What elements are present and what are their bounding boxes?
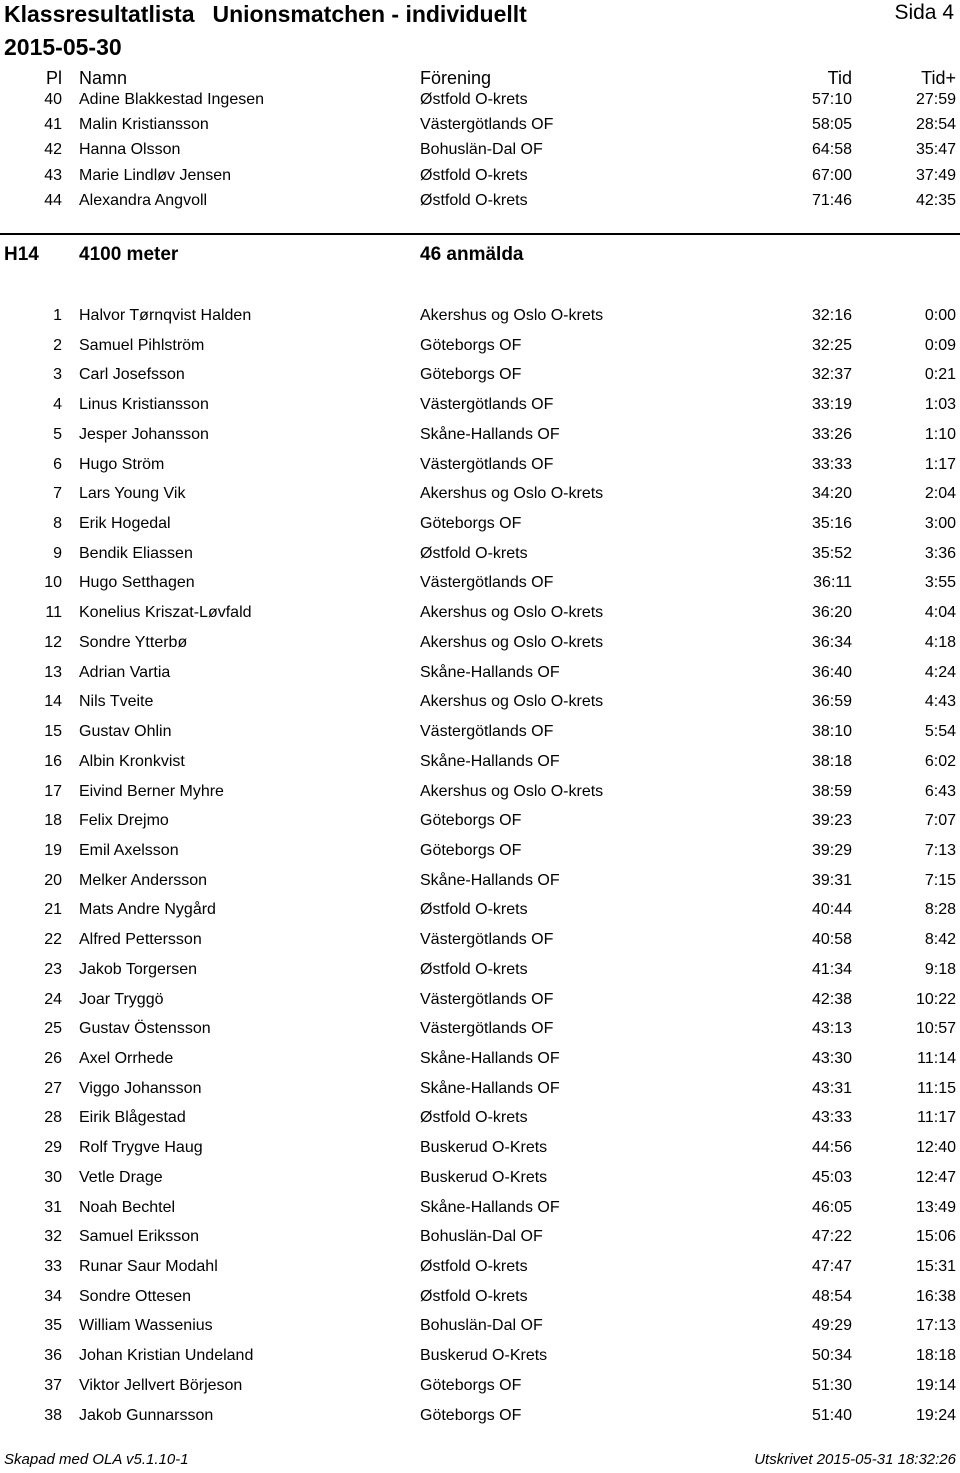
finish-time: 38:10 xyxy=(811,723,852,741)
result-row xyxy=(0,396,960,421)
time-behind: 7:13 xyxy=(924,841,956,859)
finish-time: 57:10 xyxy=(811,91,852,108)
result-row xyxy=(0,485,960,510)
runner-name: Alfred Pettersson xyxy=(79,931,202,949)
club-name: Østfold O-krets xyxy=(420,544,528,562)
club-name: Göteborgs OF xyxy=(420,515,522,533)
finish-time: 32:16 xyxy=(811,307,852,324)
placement: 31 xyxy=(44,1198,62,1216)
runner-name: Bendik Eliassen xyxy=(79,544,193,562)
runner-name: Johan Kristian Undeland xyxy=(79,1347,254,1365)
runner-name: Vetle Drage xyxy=(79,1168,163,1186)
finish-time: 43:33 xyxy=(811,1109,852,1127)
result-row xyxy=(0,842,960,867)
finish-time: 33:19 xyxy=(811,396,852,414)
result-row xyxy=(0,192,960,217)
placement: 12 xyxy=(44,633,62,651)
result-row xyxy=(0,167,960,192)
club-name: Østfold O-krets xyxy=(420,166,528,184)
finish-time: 36:34 xyxy=(811,633,852,651)
runner-name: Eirik Blågestad xyxy=(79,1109,186,1127)
document-title: Klassresultatlista xyxy=(4,1,195,27)
club-name: Akershus og Oslo O-krets xyxy=(420,693,604,711)
club-name: Buskerud O-Krets xyxy=(420,1139,548,1157)
club-name: Västergötlands OF xyxy=(420,931,554,949)
finish-time: 35:16 xyxy=(811,515,852,533)
club-name: Buskerud O-Krets xyxy=(420,1168,548,1186)
finish-time: 71:46 xyxy=(811,191,852,209)
result-row xyxy=(0,141,960,166)
finish-time: 48:54 xyxy=(811,1287,852,1305)
runner-name: Jesper Johansson xyxy=(79,425,209,443)
time-behind: 12:47 xyxy=(915,1168,956,1186)
class-entries: 46 anmälda xyxy=(420,244,524,265)
time-behind: 1:10 xyxy=(924,425,956,443)
column-header-club: Förening xyxy=(420,68,492,88)
club-name: Västergötlands OF xyxy=(420,990,554,1008)
placement: 24 xyxy=(44,990,62,1008)
finish-time: 43:31 xyxy=(811,1079,852,1097)
time-behind: 0:00 xyxy=(924,307,956,324)
runner-name: Eivind Berner Myhre xyxy=(79,782,224,800)
placement: 8 xyxy=(53,515,62,533)
time-behind: 9:18 xyxy=(924,960,956,978)
result-row xyxy=(0,634,960,659)
result-row xyxy=(0,545,960,570)
time-behind: 6:43 xyxy=(924,782,956,800)
runner-name: Hugo Setthagen xyxy=(79,574,195,592)
runner-name: Mats Andre Nygård xyxy=(79,901,216,919)
runner-name: Samuel Eriksson xyxy=(79,1228,200,1246)
time-behind: 17:13 xyxy=(915,1317,956,1335)
placement: 5 xyxy=(53,425,62,443)
runner-name: Erik Hogedal xyxy=(79,515,171,533)
placement: 23 xyxy=(44,960,62,978)
time-behind: 0:09 xyxy=(924,336,956,354)
finish-time: 36:40 xyxy=(811,663,852,681)
time-behind: 15:31 xyxy=(915,1258,956,1276)
club-name: Østfold O-krets xyxy=(420,1287,528,1305)
event-name: Unionsmatchen - individuellt xyxy=(212,1,527,27)
result-row xyxy=(0,1347,960,1372)
runner-name: Adrian Vartia xyxy=(79,663,171,681)
time-behind: 1:17 xyxy=(924,455,956,473)
time-behind: 8:28 xyxy=(924,901,956,919)
result-row xyxy=(0,1139,960,1164)
placement: 28 xyxy=(44,1109,62,1127)
result-row xyxy=(0,783,960,808)
runner-name: Sondre Ottesen xyxy=(79,1287,192,1305)
time-behind: 11:17 xyxy=(917,1109,956,1127)
time-behind: 37:49 xyxy=(915,166,956,184)
club-name: Skåne-Hallands OF xyxy=(420,871,560,889)
club-name: Buskerud O-Krets xyxy=(420,1347,548,1365)
result-row xyxy=(0,1020,960,1045)
column-header-name: Namn xyxy=(79,68,128,88)
placement: 2 xyxy=(53,336,62,354)
placement: 13 xyxy=(44,663,62,681)
placement: 15 xyxy=(44,723,62,741)
page-title xyxy=(4,1,527,28)
finish-time: 51:30 xyxy=(811,1376,852,1394)
club-name: Västergötlands OF xyxy=(420,116,554,134)
result-row xyxy=(0,664,960,689)
club-name: Østfold O-krets xyxy=(420,1109,528,1127)
class-divider xyxy=(0,233,960,235)
finish-time: 32:37 xyxy=(811,366,852,384)
finish-time: 36:11 xyxy=(813,574,852,592)
placement: 25 xyxy=(44,1020,62,1038)
runner-name: Carl Josefsson xyxy=(79,366,185,384)
result-row xyxy=(0,515,960,540)
runner-name: Runar Saur Modahl xyxy=(79,1258,218,1276)
runner-name: Felix Drejmo xyxy=(79,812,169,830)
runner-name: Samuel Pihlström xyxy=(79,336,205,354)
placement: 43 xyxy=(44,166,62,184)
time-behind: 2:04 xyxy=(924,485,956,503)
placement: 34 xyxy=(44,1287,62,1305)
finish-time: 33:26 xyxy=(811,425,852,443)
runner-name: Axel Orrhede xyxy=(79,1050,174,1067)
club-name: Göteborgs OF xyxy=(420,812,522,830)
placement: 38 xyxy=(44,1406,62,1424)
club-name: Skåne-Hallands OF xyxy=(420,425,560,443)
placement: 19 xyxy=(44,841,62,859)
placement: 10 xyxy=(44,574,62,592)
finish-time: 58:05 xyxy=(811,116,852,134)
finish-time: 43:30 xyxy=(811,1050,852,1067)
club-name: Västergötlands OF xyxy=(420,396,554,414)
finish-time: 51:40 xyxy=(811,1406,852,1424)
club-name: Bohuslän-Dal OF xyxy=(420,1317,543,1335)
club-name: Akershus og Oslo O-krets xyxy=(420,604,604,622)
placement: 26 xyxy=(44,1050,62,1067)
result-row xyxy=(0,1109,960,1134)
placement: 14 xyxy=(44,693,62,711)
result-row xyxy=(0,1377,960,1402)
placement: 7 xyxy=(53,485,62,503)
result-row xyxy=(0,1199,960,1224)
runner-name: Halvor Tørnqvist Halden xyxy=(79,307,252,324)
placement: 32 xyxy=(44,1228,62,1246)
time-behind: 3:55 xyxy=(924,574,956,592)
placement: 42 xyxy=(44,141,62,159)
result-row xyxy=(0,426,960,451)
placement: 33 xyxy=(44,1258,62,1276)
time-behind: 42:35 xyxy=(915,191,956,209)
time-behind: 13:49 xyxy=(915,1198,956,1216)
runner-name: Hugo Ström xyxy=(79,455,165,473)
runner-name: Jakob Gunnarsson xyxy=(79,1406,214,1424)
time-behind: 11:15 xyxy=(917,1079,956,1097)
class-name: H14 xyxy=(4,244,39,265)
result-row xyxy=(0,1228,960,1253)
placement: 17 xyxy=(44,782,62,800)
result-row xyxy=(0,1407,960,1432)
runner-name: Lars Young Vik xyxy=(79,485,186,503)
runner-name: Emil Axelsson xyxy=(79,841,179,859)
club-name: Göteborgs OF xyxy=(420,841,522,859)
placement: 35 xyxy=(44,1317,62,1335)
placement: 36 xyxy=(44,1347,62,1365)
placement: 18 xyxy=(44,812,62,830)
footer-created-with: Skapad med OLA v5.1.10-1 xyxy=(4,1451,189,1468)
club-name: Bohuslän-Dal OF xyxy=(420,141,543,159)
runner-name: Gustav Östensson xyxy=(79,1020,211,1038)
finish-time: 39:31 xyxy=(811,871,852,889)
finish-time: 47:22 xyxy=(811,1228,852,1246)
finish-time: 36:59 xyxy=(811,693,852,711)
club-name: Västergötlands OF xyxy=(420,723,554,741)
finish-time: 50:34 xyxy=(811,1347,852,1365)
runner-name: Rolf Trygve Haug xyxy=(79,1139,203,1157)
runner-name: Adine Blakkestad Ingesen xyxy=(79,91,265,108)
finish-time: 38:59 xyxy=(811,782,852,800)
runner-name: Viggo Johansson xyxy=(79,1079,202,1097)
runner-name: Sondre Ytterbø xyxy=(79,633,188,651)
time-behind: 27:59 xyxy=(915,91,956,108)
club-name: Akershus og Oslo O-krets xyxy=(420,782,604,800)
placement: 9 xyxy=(53,544,62,562)
page-number: Sida 4 xyxy=(894,1,954,24)
placement: 21 xyxy=(44,901,62,919)
finish-time: 39:23 xyxy=(811,812,852,830)
finish-time: 36:20 xyxy=(811,604,852,622)
finish-time: 67:00 xyxy=(811,166,852,184)
finish-time: 40:58 xyxy=(811,931,852,949)
club-name: Østfold O-krets xyxy=(420,901,528,919)
time-behind: 15:06 xyxy=(915,1228,956,1246)
time-behind: 10:22 xyxy=(915,990,956,1008)
finish-time: 41:34 xyxy=(811,960,852,978)
time-behind: 4:24 xyxy=(924,663,956,681)
club-name: Västergötlands OF xyxy=(420,455,554,473)
column-header-diff: Tid+ xyxy=(921,68,956,88)
placement: 40 xyxy=(44,91,62,108)
runner-name: Malin Kristiansson xyxy=(79,116,209,134)
placement: 4 xyxy=(53,396,62,414)
runner-name: Marie Lindløv Jensen xyxy=(79,166,232,184)
placement: 44 xyxy=(44,191,62,209)
finish-time: 35:52 xyxy=(811,544,852,562)
time-behind: 4:18 xyxy=(924,633,956,651)
result-row xyxy=(0,931,960,956)
time-behind: 5:54 xyxy=(924,723,956,741)
club-name: Østfold O-krets xyxy=(420,191,528,209)
result-row xyxy=(0,1050,960,1075)
club-name: Göteborgs OF xyxy=(420,1376,522,1394)
club-name: Akershus og Oslo O-krets xyxy=(420,485,604,503)
club-name: Västergötlands OF xyxy=(420,574,554,592)
club-name: Østfold O-krets xyxy=(420,91,528,108)
club-name: Göteborgs OF xyxy=(420,1406,522,1424)
finish-time: 38:18 xyxy=(811,752,852,770)
event-date: 2015-05-30 xyxy=(4,34,122,60)
club-name: Skåne-Hallands OF xyxy=(420,663,560,681)
club-name: Göteborgs OF xyxy=(420,366,522,384)
time-behind: 6:02 xyxy=(924,752,956,770)
result-row xyxy=(0,1169,960,1194)
finish-time: 45:03 xyxy=(811,1168,852,1186)
placement: 16 xyxy=(44,752,62,770)
finish-time: 64:58 xyxy=(811,141,852,159)
club-name: Skåne-Hallands OF xyxy=(420,752,560,770)
finish-time: 40:44 xyxy=(811,901,852,919)
time-behind: 3:36 xyxy=(924,544,956,562)
result-row xyxy=(0,456,960,481)
runner-name: Konelius Kriszat-Løvfald xyxy=(79,604,252,622)
time-behind: 7:07 xyxy=(924,812,956,830)
time-behind: 7:15 xyxy=(924,871,956,889)
finish-time: 34:20 xyxy=(811,485,852,503)
time-behind: 28:54 xyxy=(915,116,956,134)
placement: 27 xyxy=(44,1079,62,1097)
result-row xyxy=(0,1288,960,1313)
runner-name: Gustav Ohlin xyxy=(79,723,172,741)
result-row xyxy=(0,723,960,748)
result-row xyxy=(0,307,960,332)
club-name: Västergötlands OF xyxy=(420,1020,554,1038)
result-row xyxy=(0,872,960,897)
club-name: Østfold O-krets xyxy=(420,960,528,978)
time-behind: 1:03 xyxy=(924,396,956,414)
placement: 11 xyxy=(45,604,62,622)
placement: 3 xyxy=(53,366,62,384)
runner-name: Nils Tveite xyxy=(79,693,154,711)
finish-time: 47:47 xyxy=(811,1258,852,1276)
result-row xyxy=(0,1258,960,1283)
result-row xyxy=(0,1317,960,1342)
placement: 30 xyxy=(44,1168,62,1186)
result-row xyxy=(0,693,960,718)
finish-time: 49:29 xyxy=(811,1317,852,1335)
placement: 1 xyxy=(53,307,62,324)
finish-time: 46:05 xyxy=(811,1198,852,1216)
time-behind: 3:00 xyxy=(924,515,956,533)
placement: 41 xyxy=(44,116,62,134)
runner-name: Jakob Torgersen xyxy=(79,960,197,978)
footer-printed-at: Utskrivet 2015-05-31 18:32:26 xyxy=(754,1451,956,1468)
runner-name: Hanna Olsson xyxy=(79,141,181,159)
placement: 37 xyxy=(44,1376,62,1394)
club-name: Skåne-Hallands OF xyxy=(420,1079,560,1097)
result-row xyxy=(0,1080,960,1105)
time-behind: 19:14 xyxy=(915,1376,956,1394)
result-row xyxy=(0,961,960,986)
placement: 29 xyxy=(44,1139,62,1157)
runner-name: Albin Kronkvist xyxy=(79,752,185,770)
column-header-pl: Pl xyxy=(46,68,63,88)
time-behind: 35:47 xyxy=(915,141,956,159)
finish-time: 39:29 xyxy=(811,841,852,859)
runner-name: Linus Kristiansson xyxy=(79,396,209,414)
runner-name: Melker Andersson xyxy=(79,871,208,889)
club-name: Göteborgs OF xyxy=(420,336,522,354)
result-row xyxy=(0,366,960,391)
result-row xyxy=(0,337,960,362)
time-behind: 19:24 xyxy=(915,1406,956,1424)
runner-name: Alexandra Angvoll xyxy=(79,191,208,209)
runner-name: Joar Tryggö xyxy=(79,990,164,1008)
time-behind: 4:43 xyxy=(924,693,956,711)
finish-time: 33:33 xyxy=(811,455,852,473)
runner-name: William Wassenius xyxy=(79,1317,213,1335)
time-behind: 18:18 xyxy=(915,1347,956,1365)
runner-name: Viktor Jellvert Börjeson xyxy=(79,1376,243,1394)
club-name: Østfold O-krets xyxy=(420,1258,528,1276)
time-behind: 0:21 xyxy=(924,366,956,384)
finish-time: 43:13 xyxy=(811,1020,852,1038)
class-length: 4100 meter xyxy=(79,244,179,265)
club-name: Akershus og Oslo O-krets xyxy=(420,307,604,324)
result-row xyxy=(0,901,960,926)
time-behind: 4:04 xyxy=(924,604,956,622)
club-name: Skåne-Hallands OF xyxy=(420,1198,560,1216)
placement: 20 xyxy=(44,871,62,889)
club-name: Akershus og Oslo O-krets xyxy=(420,633,604,651)
result-row xyxy=(0,574,960,599)
result-row xyxy=(0,116,960,141)
result-row xyxy=(0,812,960,837)
time-behind: 16:38 xyxy=(915,1287,956,1305)
club-name: Skåne-Hallands OF xyxy=(420,1050,560,1067)
result-row xyxy=(0,604,960,629)
placement: 6 xyxy=(53,455,62,473)
placement: 22 xyxy=(44,931,62,949)
finish-time: 32:25 xyxy=(811,336,852,354)
time-behind: 11:14 xyxy=(917,1050,956,1067)
result-row xyxy=(0,991,960,1016)
column-header-time: Tid xyxy=(827,68,852,88)
result-row xyxy=(0,91,960,116)
runner-name: Noah Bechtel xyxy=(79,1198,176,1216)
time-behind: 12:40 xyxy=(915,1139,956,1157)
result-row xyxy=(0,753,960,778)
club-name: Bohuslän-Dal OF xyxy=(420,1228,543,1246)
finish-time: 42:38 xyxy=(811,990,852,1008)
finish-time: 44:56 xyxy=(811,1139,852,1157)
time-behind: 10:57 xyxy=(915,1020,956,1038)
time-behind: 8:42 xyxy=(924,931,956,949)
